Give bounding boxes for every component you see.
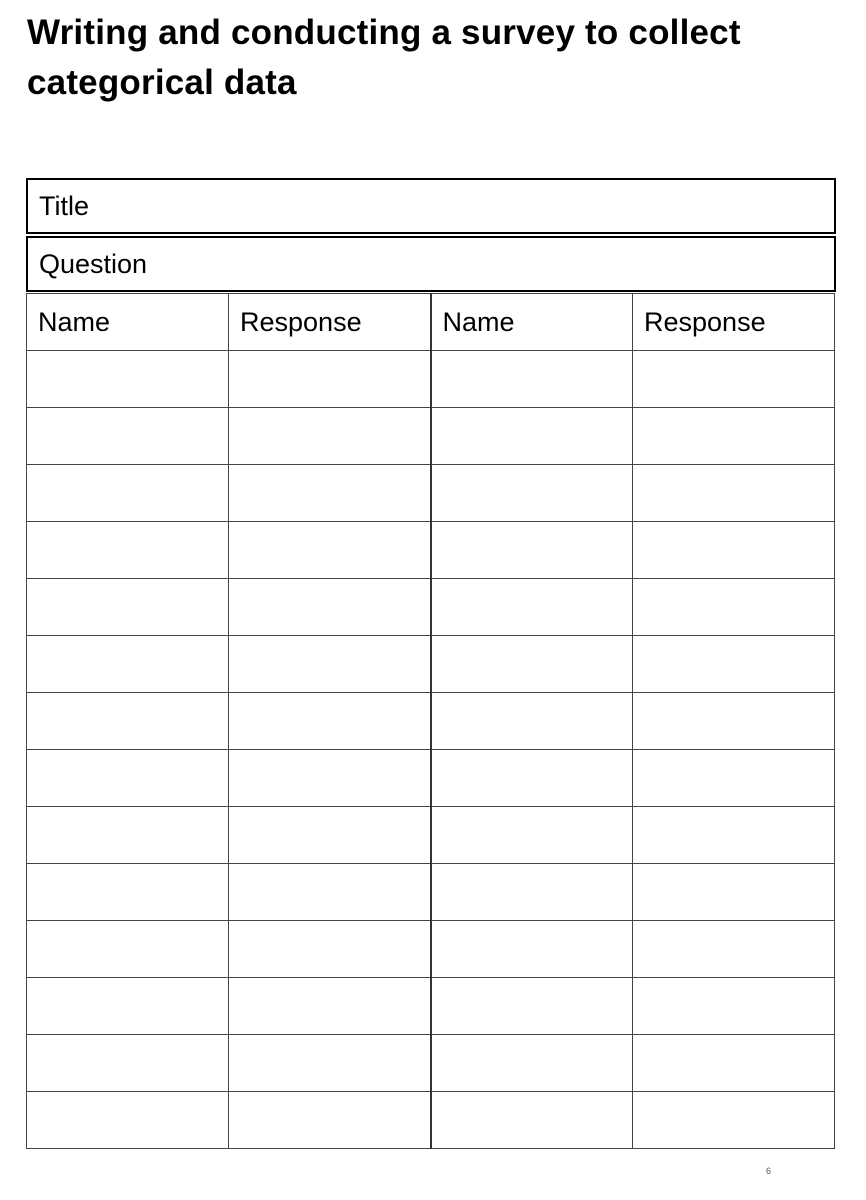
response-cell-2[interactable] — [633, 636, 835, 693]
name-cell[interactable] — [27, 921, 229, 978]
column-header-response-2: Response — [633, 294, 835, 351]
response-cell[interactable] — [229, 408, 431, 465]
name-cell-2[interactable] — [431, 522, 633, 579]
table-row — [27, 522, 835, 579]
page-number: 6 — [766, 1166, 772, 1176]
response-cell-2[interactable] — [633, 465, 835, 522]
table-row — [27, 693, 835, 750]
survey-question-field[interactable] — [26, 236, 836, 292]
response-cell[interactable] — [229, 465, 431, 522]
response-cell-2[interactable] — [633, 1035, 835, 1092]
name-cell[interactable] — [27, 864, 229, 921]
table-row — [27, 921, 835, 978]
page-title-line-1: Writing and conducting a survey to collect — [27, 13, 741, 52]
column-header-name-2: Name — [431, 294, 633, 351]
name-cell[interactable] — [27, 1092, 229, 1149]
name-cell-2[interactable] — [431, 579, 633, 636]
response-cell[interactable] — [229, 750, 431, 807]
name-cell[interactable] — [27, 1035, 229, 1092]
response-cell[interactable] — [229, 351, 431, 408]
name-cell[interactable] — [27, 522, 229, 579]
table-row — [27, 1035, 835, 1092]
name-cell[interactable] — [27, 693, 229, 750]
name-cell-2[interactable] — [431, 465, 633, 522]
name-cell-2[interactable] — [431, 807, 633, 864]
response-cell-2[interactable] — [633, 807, 835, 864]
name-cell-2[interactable] — [431, 408, 633, 465]
response-cell-2[interactable] — [633, 693, 835, 750]
table-row — [27, 636, 835, 693]
response-cell[interactable] — [229, 693, 431, 750]
response-cell-2[interactable] — [633, 1092, 835, 1149]
response-cell-2[interactable] — [633, 351, 835, 408]
name-cell[interactable] — [27, 750, 229, 807]
table-row — [27, 807, 835, 864]
name-cell-2[interactable] — [431, 978, 633, 1035]
response-cell[interactable] — [229, 1035, 431, 1092]
name-cell-2[interactable] — [431, 636, 633, 693]
name-cell-2[interactable] — [431, 750, 633, 807]
response-cell[interactable] — [229, 579, 431, 636]
column-header-response: Response — [229, 294, 431, 351]
page-title-line-2: categorical data — [27, 63, 297, 102]
response-cell-2[interactable] — [633, 750, 835, 807]
response-cell[interactable] — [229, 978, 431, 1035]
response-cell-2[interactable] — [633, 522, 835, 579]
table-row — [27, 978, 835, 1035]
table-row — [27, 864, 835, 921]
survey-response-table — [26, 293, 835, 1149]
name-cell[interactable] — [27, 351, 229, 408]
name-cell-2[interactable] — [431, 693, 633, 750]
name-cell-2[interactable] — [431, 1035, 633, 1092]
name-cell[interactable] — [27, 807, 229, 864]
page-title — [27, 8, 827, 108]
response-cell-2[interactable] — [633, 921, 835, 978]
response-cell[interactable] — [229, 921, 431, 978]
response-cell-2[interactable] — [633, 978, 835, 1035]
name-cell-2[interactable] — [431, 921, 633, 978]
table-row — [27, 579, 835, 636]
name-cell[interactable] — [27, 408, 229, 465]
column-header-name: Name — [27, 294, 229, 351]
response-cell[interactable] — [229, 864, 431, 921]
response-cell-2[interactable] — [633, 408, 835, 465]
table-row — [27, 351, 835, 408]
response-cell-2[interactable] — [633, 579, 835, 636]
name-cell[interactable] — [27, 978, 229, 1035]
name-cell-2[interactable] — [431, 351, 633, 408]
name-cell[interactable] — [27, 579, 229, 636]
table-row — [27, 1092, 835, 1149]
table-row — [27, 408, 835, 465]
table-row — [27, 750, 835, 807]
response-cell[interactable] — [229, 807, 431, 864]
table-body — [27, 351, 835, 1149]
survey-title-field[interactable] — [26, 178, 836, 234]
table-row — [27, 465, 835, 522]
table-header-row — [27, 294, 835, 351]
survey-title-label: Title — [39, 191, 90, 221]
name-cell[interactable] — [27, 636, 229, 693]
name-cell[interactable] — [27, 465, 229, 522]
name-cell-2[interactable] — [431, 1092, 633, 1149]
name-cell-2[interactable] — [431, 864, 633, 921]
response-cell[interactable] — [229, 522, 431, 579]
survey-question-label: Question — [39, 249, 148, 279]
response-cell[interactable] — [229, 1092, 431, 1149]
response-cell-2[interactable] — [633, 864, 835, 921]
response-cell[interactable] — [229, 636, 431, 693]
